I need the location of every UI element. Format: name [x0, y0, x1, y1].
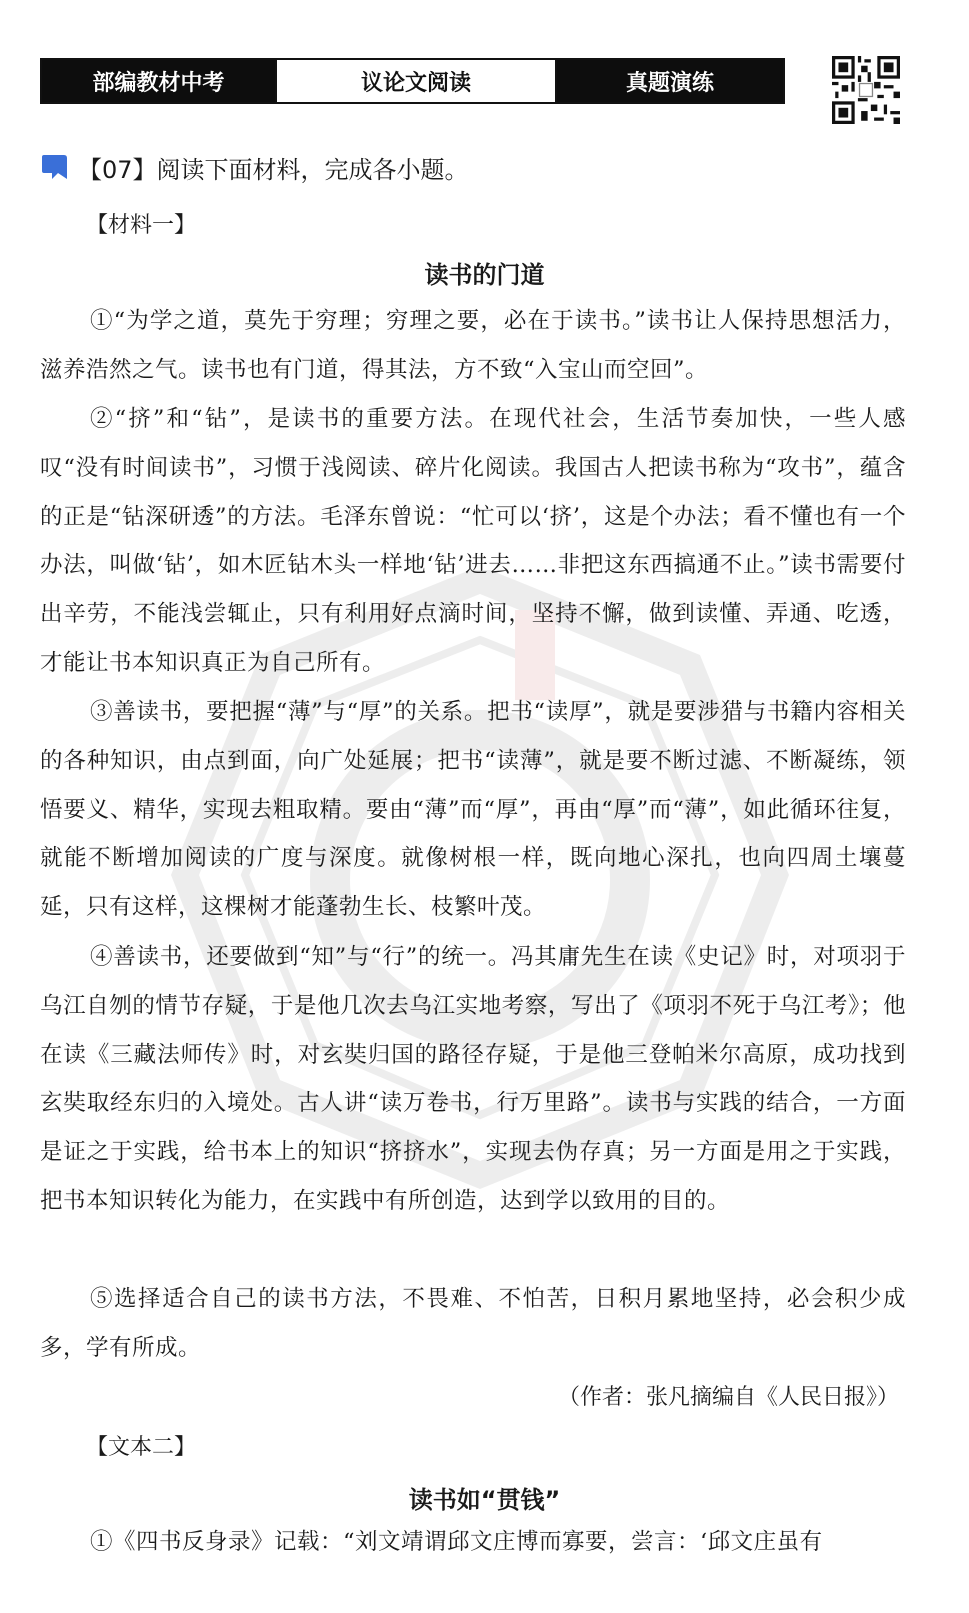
paragraph-4: ④善读书，还要做到“知”与“行”的统一。冯其庸先生在读《史记》时，对项羽于乌江自刎的情节存疑，于是他几次去乌江实地考察，写出了《项羽不死于乌江考》；他在读《三藏法师传》时，对玄奘归国的路径存疑，于是他三登帕米尔高原，成功找到玄奘取经东归的入境处。古人讲“读万卷书，行万里路”。读书与实践的结合，一方面是证之于实践，给书本上的知识“挤挤水”，实现去伪存真；另一方面是用之于实践，把书本知识转化为能力，在实践中有所创造，达到学以致用的目的。 — [40, 944, 906, 1214]
paragraph-3: ③善读书，要把握“薄”与“厚”的关系。把书“读厚”，就是要涉猎与书籍内容相关的各种知识，由点到面，向广处延展；把书“读薄”，就是要不断过滤、不断凝练，领悟要义、精华，实现去粗取精。要由“薄”而“厚”，再由“厚”而“薄”，如此循环往复，就能不断增加阅读的广度与深度。就像树根一样，既向地心深扎，也向四周土壤蔓延，只有这样，这棵树才能蓬勃生长、枝繁叶茂。 — [40, 699, 906, 921]
material-one-title: 读书的门道 — [424, 261, 545, 289]
header-right-label: 真题演练 — [557, 60, 783, 102]
header-bar — [40, 58, 785, 104]
text-two-label: 【文本二】 — [86, 1435, 197, 1460]
bookmark-icon — [40, 153, 70, 183]
source-attribution: （作者：张凡摘编自《人民日报》） — [557, 1385, 899, 1410]
paragraph-1: ①“为学之道，莫先于穷理；穷理之要，必在于读书。”读书让人保持思想活力，滋养浩然之气。读书也有门道，得其法，方不致“入宝山而空回”。 — [40, 308, 906, 383]
question-text: 【07】阅读下面材料，完成各小题。 — [78, 156, 469, 184]
text-two-title: 读书如“贯钱” — [408, 1486, 561, 1514]
paragraph-5: ⑤选择适合自己的读书方法，不畏难、不怕苦，日积月累地坚持，必会积少成多，学有所成。 — [40, 1286, 906, 1361]
paragraph-2: ②“挤”和“钻”，是读书的重要方法。在现代社会，生活节奏加快，一些人感叹“没有时间读书”，习惯于浅阅读、碎片化阅读。我国古人把读书称为“攻书”，蕴含的正是“钻深研透”的方法。毛泽东曾说：“忙可以‘挤’，这是个办法；看不懂也有一个办法，叫做‘钻’，如木匠钻木头一样地‘钻’进去……非把这东西搞通不止。”读书需要付出辛劳，不能浅尝辄止，只有利用好点滴时间，坚持不懈，做到读懂、弄通、吃透，才能让书本知识真正为自己所有。 — [40, 406, 906, 676]
material-one-label: 【材料一】 — [86, 213, 197, 238]
question-heading — [40, 150, 469, 185]
qr-code-icon[interactable] — [832, 56, 900, 124]
header-left-label: 部编教材中考 — [42, 60, 275, 102]
header-center-label: 议论文阅读 — [275, 60, 557, 102]
text-two-paragraph-1: ①《四书反身录》记载：“刘文靖谓邱文庄博而寡要，尝言：‘邱文庄虽有 — [90, 1529, 823, 1555]
